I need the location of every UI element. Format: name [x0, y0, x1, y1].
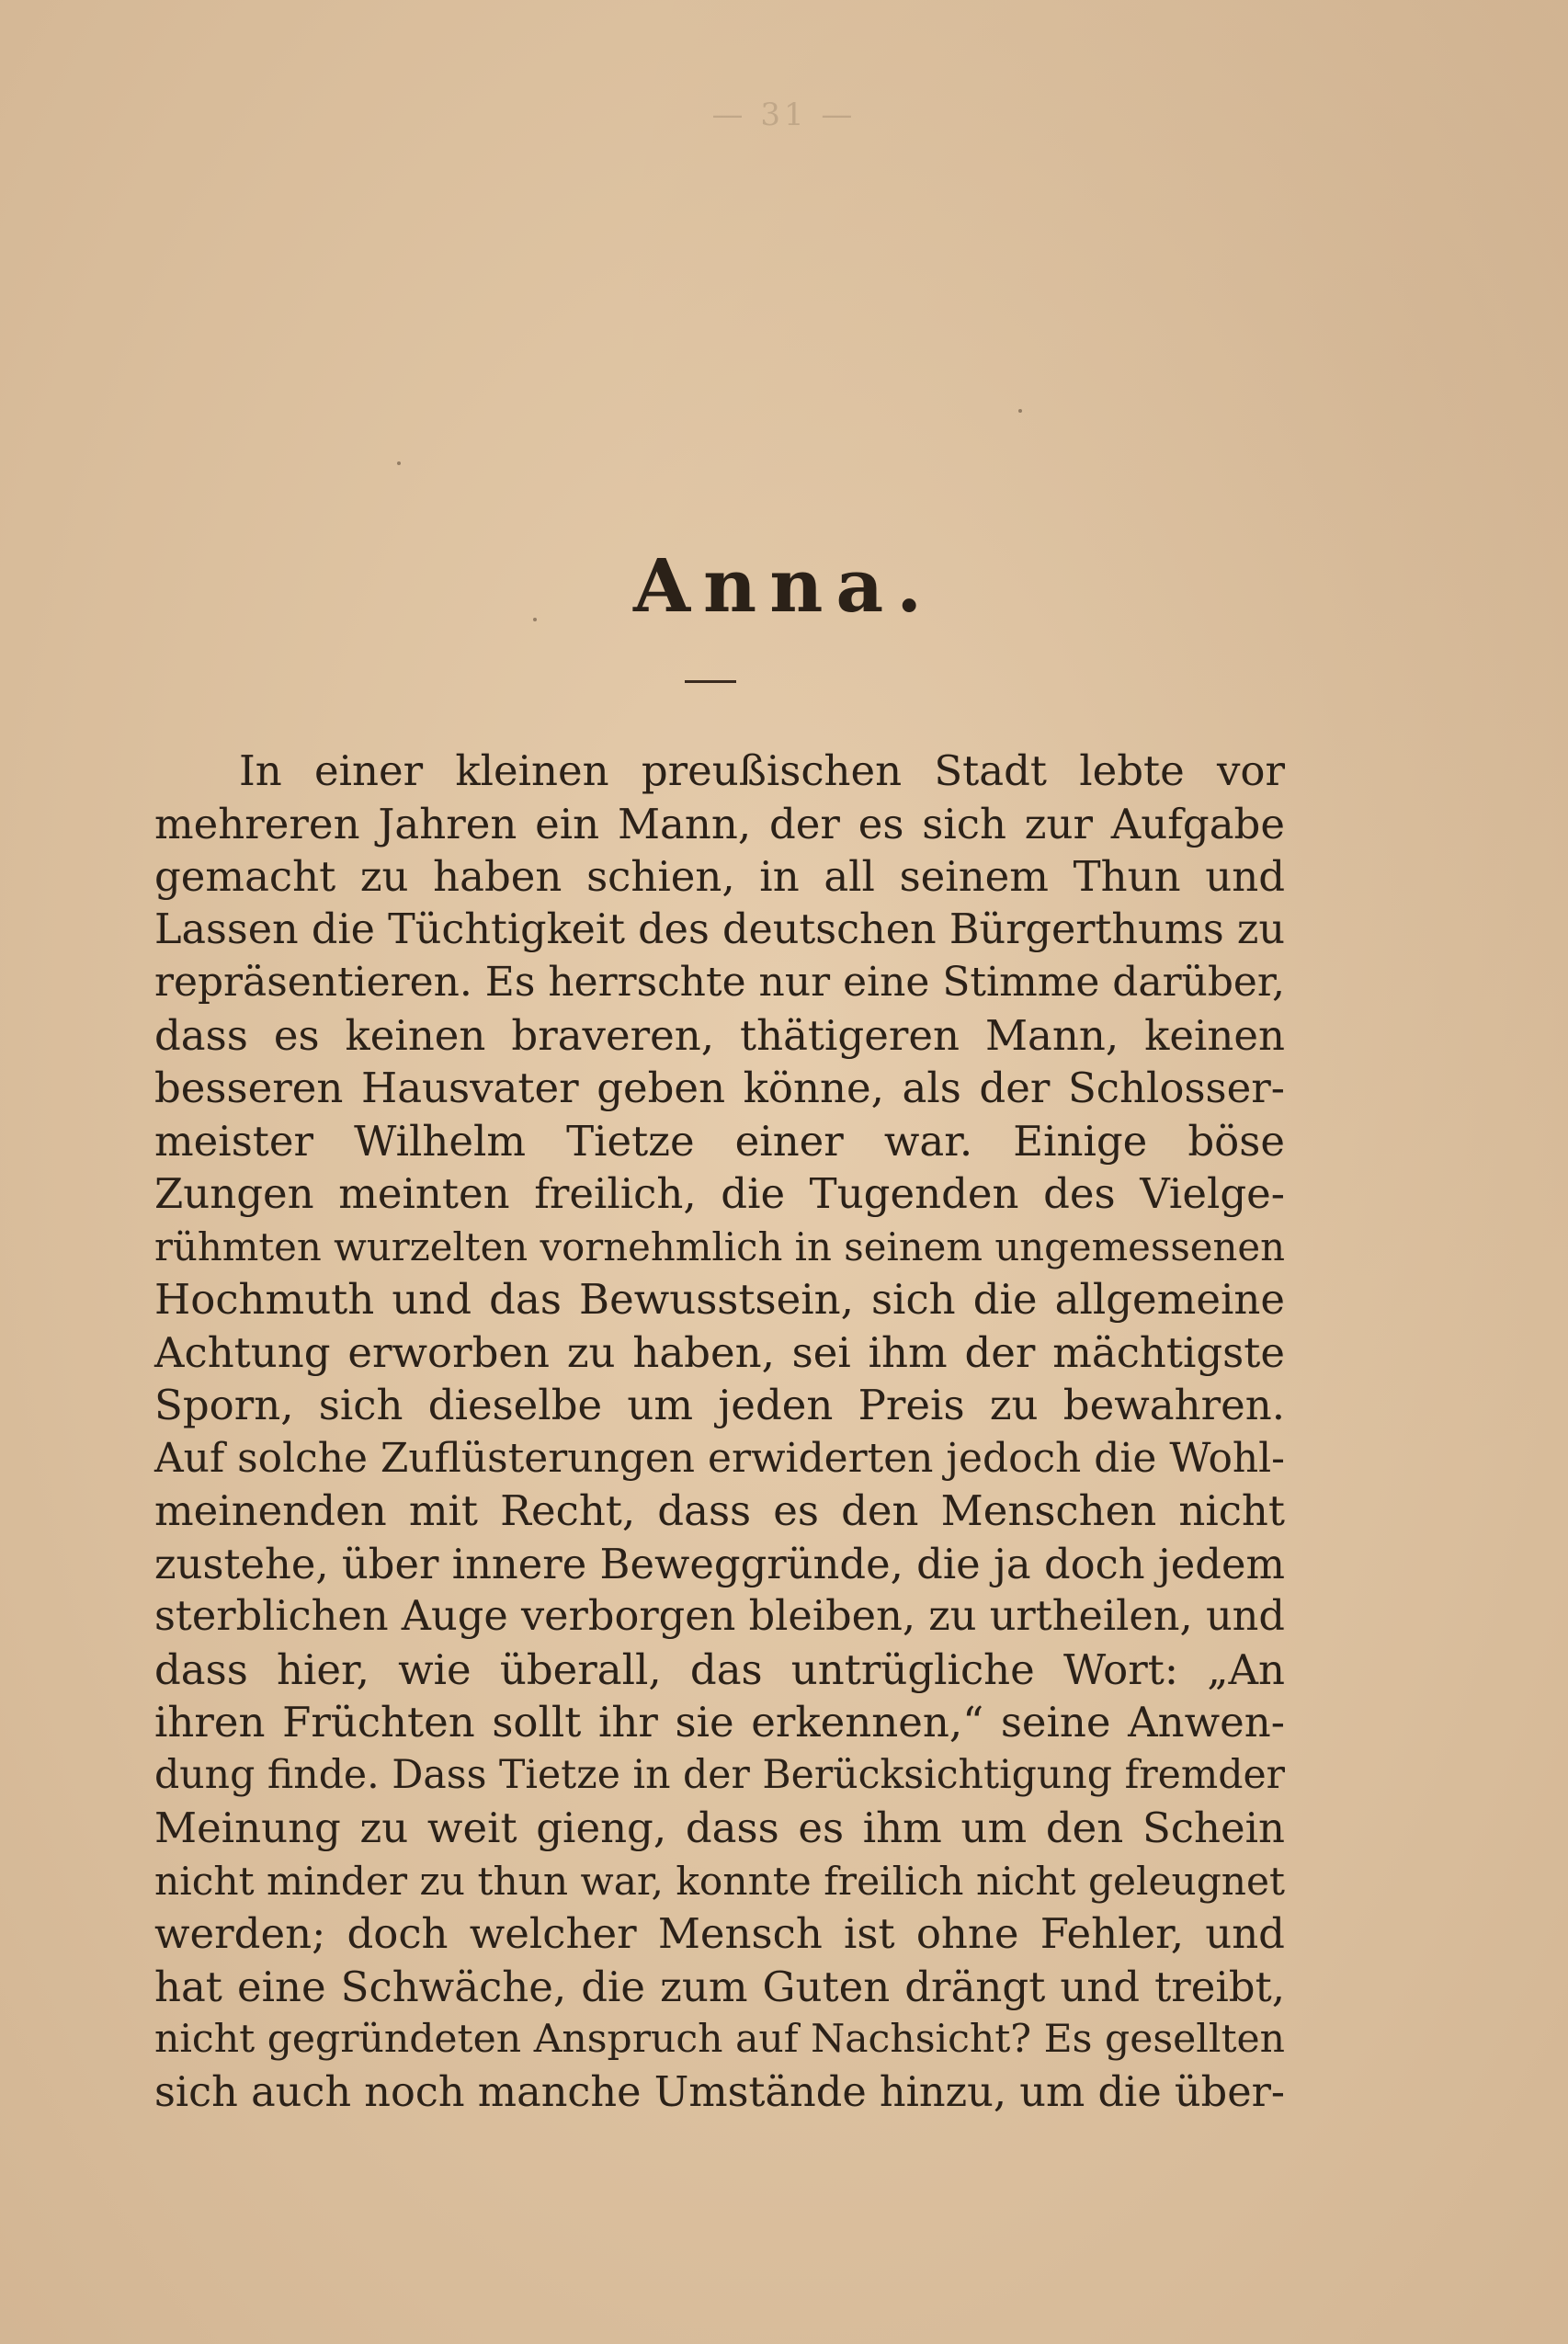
text-line: dass es keinen braveren, thätigeren Mann, keinen	[154, 1010, 1285, 1060]
paper-speck	[1018, 409, 1022, 413]
page-number: — 31 —	[711, 97, 857, 133]
text-line: ihren Früchten sollt ihr sie erkennen,“ seine Anwen-	[154, 1698, 1285, 1747]
text-line: Hochmuth und das Bewusstsein, sich die allgemeine	[154, 1275, 1285, 1324]
text-line: repräsentieren. Es herrschte nur eine Stimme darüber,	[154, 959, 1285, 1006]
text-line: zustehe, über innere Beweggründe, die ja doch jedem	[154, 1539, 1285, 1588]
text-line: rühmten wurzelten vornehmlich in seinem ungemessenen	[154, 1223, 1285, 1269]
text-line: gemacht zu haben schien, in all seinem Thun und	[154, 852, 1285, 901]
text-line: Achtung erworben zu haben, sei ihm der mächtigste	[154, 1327, 1285, 1377]
paper-speck	[533, 618, 537, 621]
text-line: Auf solche Zuflüsterungen erwiderten jedoch die Wohl-	[154, 1434, 1285, 1482]
text-line: werden; doch welcher Mensch ist ohne Fehler, und	[154, 1909, 1285, 1958]
text-line: Zungen meinten freilich, die Tugenden des Vielge-	[154, 1169, 1285, 1218]
text-line: Sporn, sich dieselbe um jeden Preis zu bewahren.	[154, 1381, 1285, 1429]
text-line: meinenden mit Recht, dass es den Menschen nicht	[154, 1486, 1285, 1535]
text-line: nicht gegründeten Anspruch auf Nachsicht? Es gesellten	[154, 2017, 1285, 2062]
text-line: mehreren Jahren ein Mann, der es sich zur Aufgabe	[154, 799, 1285, 848]
body-text	[154, 745, 1285, 2119]
chapter-title: Anna.	[632, 542, 936, 629]
text-line: meister Wilhelm Tietze einer war. Einige böse	[154, 1116, 1285, 1166]
text-line: Lassen die Tüchtigkeit des deutschen Bürgerthums zu	[154, 905, 1285, 953]
paper-speck	[397, 461, 401, 465]
title-divider	[685, 680, 736, 683]
text-line: hat eine Schwäche, die zum Guten drängt und treibt,	[154, 1962, 1285, 2011]
text-line: besseren Hausvater geben könne, als der Schlosser-	[154, 1064, 1285, 1112]
text-line: dung finde. Dass Tietze in der Berücksichtigung fremder	[154, 1751, 1285, 1798]
text-line: sich auch noch manche Umstände hinzu, um die über-	[154, 2067, 1285, 2116]
text-line: sterblichen Auge verborgen bleiben, zu urtheilen, und	[154, 1592, 1285, 1640]
text-line: In einer kleinen preußischen Stadt lebte vor	[239, 746, 1285, 795]
text-line: dass hier, wie überall, das untrügliche Wort: „An	[154, 1644, 1285, 1694]
text-line: Meinung zu weit gieng, dass es ihm um den Schein	[154, 1804, 1285, 1852]
text-line: nicht minder zu thun war, konnte freilich nicht geleugnet	[154, 1858, 1285, 1904]
